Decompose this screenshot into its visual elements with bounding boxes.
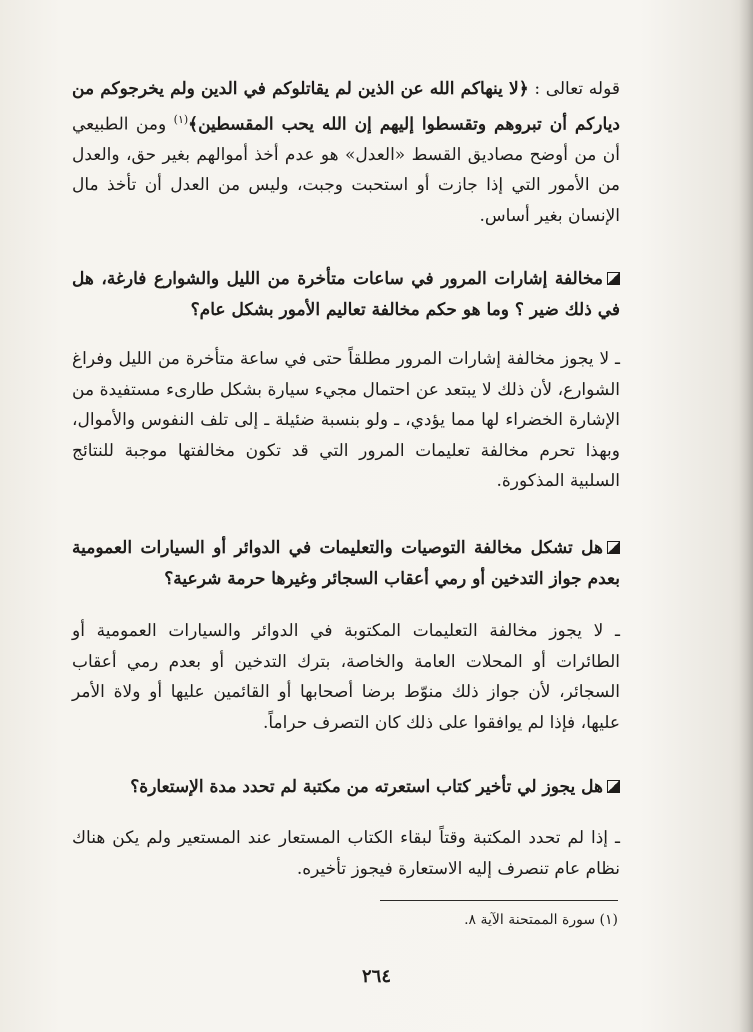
question-1-text: مخالفة إشارات المرور في ساعات متأخرة من الليل والشوارع فارغة، هل في ذلك ضير ؟ وما هو حكم مخالفة تعاليم الأمور بشكل عام؟ [72, 269, 620, 320]
question-2 [72, 533, 620, 594]
intro-paragraph [72, 74, 620, 231]
answer-3 [72, 823, 620, 884]
question-3 [72, 772, 620, 803]
question-square-icon [607, 780, 620, 793]
answer-2-text: ـ لا يجوز مخالفة التعليمات المكتوبة في الدوائر والسيارات العمومية أو الطائرات أو المحلات العامة والخاصة، بترك التدخين أو بعدم رمي أعقاب السجائر، لأن جواز ذلك منوّط برضا أصحابها أو القائمين عليها أو ولاة الأمر عليها، فإذا لم يوافقوا على ذلك كان التصرف حراماً. [72, 621, 620, 733]
question-1 [72, 264, 620, 325]
answer-2 [72, 616, 620, 738]
footnote-ref: (١) [173, 112, 189, 126]
page-number: ٢٦٤ [361, 966, 391, 987]
quran-verse: ﴿لا ينهاكم الله عن الذين لم يقاتلوكم في الدين ولم يخرجوكم من دياركم أن تبروهم وتقسطوا إليهم إن الله يحب المقسطين﴾ [72, 79, 620, 135]
question-square-icon [607, 272, 620, 285]
question-2-text: هل تشكل مخالفة التوصيات والتعليمات في الدوائر أو السيارات العمومية بعدم جواز التدخين أو رمي أعقاب السجائر وغيرها حرمة شرعية؟ [72, 538, 620, 589]
question-square-icon [607, 541, 620, 554]
footnote-divider [380, 900, 618, 901]
answer-1 [72, 344, 620, 497]
intro-lead: قوله تعالى : [528, 79, 620, 99]
answer-3-text: ـ إذا لم تحدد المكتبة وقتاً لبقاء الكتاب المستعار عند المستعير ولم يكن هناك نظام عام تنصرف إليه الاستعارة فيجوز تأخيره. [72, 828, 620, 879]
page-edge-shadow [739, 0, 753, 1032]
question-3-text: هل يجوز لي تأخير كتاب استعرته من مكتبة لم تحدد مدة الإستعارة؟ [130, 777, 603, 797]
answer-1-text: ـ لا يجوز مخالفة إشارات المرور مطلقاً حتى في ساعة متأخرة من الليل وفراغ الشوارع، لأن ذلك لا يبتعد عن احتمال مجيء سيارة بشكل طارىء مستفيدة من الإشارة الخضراء لها مما يؤدي، ـ ولو بنسبة ضئيلة ـ إلى تلف النفوس والأموال، وبهذا تحرم مخالفة تعليمات المرور التي قد تكون مخالفتها موجبة للنتائج السلبية المذكورة. [72, 349, 620, 491]
intro-rest: ومن الطبيعي أن من أوضح مصاديق القسط «العدل» هو عدم أخذ أموالهم بغير حق، والعدل من الأمور التي إذا جازت أو استحبت وجبت، وليس من العدل أن تأخذ مال الإنسان بغير أساس. [72, 114, 620, 226]
footnote: (١) سورة الممتحنة الآية ٨. [464, 912, 618, 928]
